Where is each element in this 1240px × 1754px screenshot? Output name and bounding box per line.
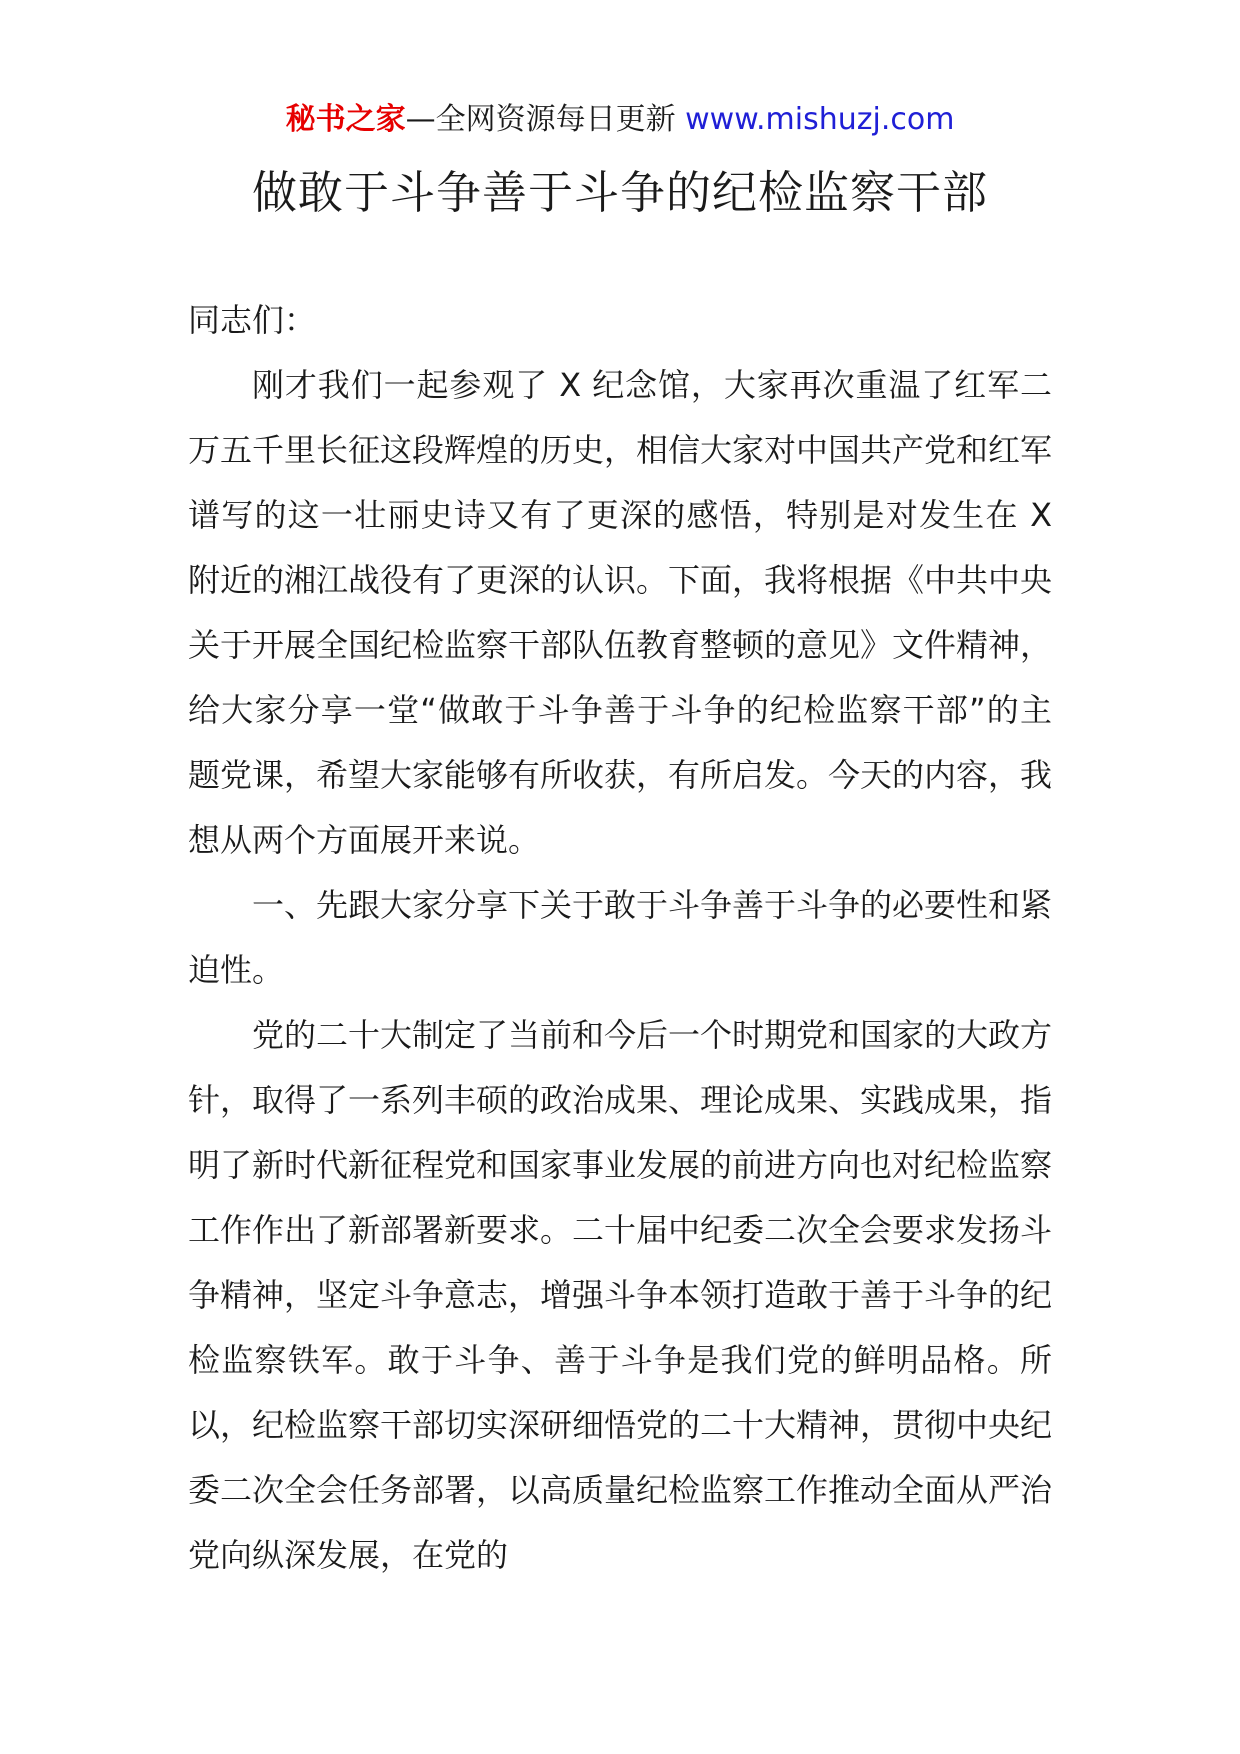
site-brand: 秘书之家 <box>285 102 406 137</box>
document-body <box>188 288 1052 1588</box>
document-title: 做敢于斗争善于斗争的纪检监察干部 <box>251 166 988 219</box>
paragraph-section-1: 党的二十大制定了当前和今后一个时期党和国家的大政方针，取得了一系列丰硕的政治成果、理论成果、实践成果，指明了新时代新征程党和国家事业发展的前进方向也对纪检监察工作作出了新部署新要求。二十届中纪委二次全会要求发扬斗争精神，坚定斗争意志，增强斗争本领打造敢于善于斗争的纪检监察铁军。敢于斗争、善于斗争是我们党的鲜明品格。所以，纪检监察干部切实深研细悟党的二十大精神，贯彻中央纪委二次全会任务部署，以高质量纪检监察工作推动全面从严治党向纵深发展，在党的 <box>188 1016 1053 1574</box>
section-heading-1: 一、先跟大家分享下关于敢于斗争善于斗争的必要性和紧迫性。 <box>188 886 1053 989</box>
paragraph-intro: 刚才我们一起参观了 X 纪念馆，大家再次重温了红军二万五千里长征这段辉煌的历史，相信大家对中国共产党和红军谱写的这一壮丽史诗又有了更深的感悟，特别是对发生在 X 附近的湘江战役有了更深的认识。下面，我将根据《中共中央关于开展全国纪检监察干部队伍教育整顿的意见》文件精神，给大家分享一堂“做敢于斗争善于斗争的纪检监察干部”的主题党课，希望大家能够有所收获，有所启发。今天的内容，我想从两个方面展开来说。 <box>188 366 1053 859</box>
site-slogan: —全网资源每日更新 <box>405 102 686 137</box>
salutation: 同志们： <box>188 301 317 339</box>
site-url-link[interactable]: www.mishuzj.com <box>685 102 955 137</box>
site-header <box>0 100 1240 140</box>
